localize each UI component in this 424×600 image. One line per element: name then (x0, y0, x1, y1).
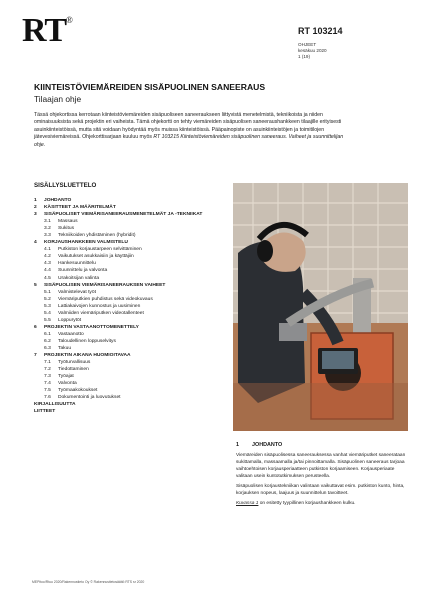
toc-item-number: 7.1 (44, 360, 51, 366)
toc-item[interactable] (34, 282, 234, 289)
page-subtitle: Tilaajan ohje (34, 94, 82, 104)
toc-item-number: 4 (34, 240, 37, 246)
toc-item-label: Työajat (58, 374, 74, 380)
toc-item-number: 5.1 (44, 289, 51, 295)
toc-item-label: Lattiakaivojen kunnostus ja uusiminen (58, 303, 141, 309)
toc-item[interactable] (34, 218, 234, 225)
toc-item-number: 3.2 (44, 226, 51, 232)
toc-item-number: 3.1 (44, 219, 51, 225)
toc-item-label: Takuu (58, 345, 72, 351)
toc-item[interactable] (34, 246, 234, 253)
section-1-number: 1 (236, 442, 239, 448)
document-code: RT 103214 (298, 26, 343, 36)
toc-item-number: 4.3 (44, 261, 51, 267)
toc-item[interactable] (34, 345, 234, 352)
toc-item-label: Työmaakokoukset (58, 388, 98, 394)
toc-item-number: 5.5 (44, 317, 51, 323)
toc-item-number: 2 (34, 205, 37, 211)
toc-item-number: 3 (34, 212, 37, 218)
toc-item[interactable] (34, 324, 234, 331)
toc-item-label: Hankesuunnittelu (58, 261, 96, 267)
toc-item[interactable] (34, 373, 234, 380)
toc-item-label: PROJEKTIN VASTAANOTTOMENETTELY (44, 324, 139, 330)
table-of-contents (34, 197, 234, 415)
toc-item[interactable] (34, 394, 234, 401)
toc-item-label: KORJAUSHANKKEEN VALMISTELU (44, 240, 128, 246)
intro-paragraph (34, 112, 354, 149)
toc-item[interactable] (34, 253, 234, 260)
toc-item[interactable] (34, 338, 234, 345)
toc-heading: SISÄLLYSLUETTELO (34, 182, 97, 189)
toc-item-number: 5 (34, 282, 37, 288)
toc-item-label: PROJEKTIN AIKANA HUOMIOITAVAA (44, 353, 131, 359)
intro-text: Tässä ohjekortissa kerrotaan kiinteistöviemäreiden sisäpuoliseen saneeraukseen liittyvistä menetelmistä, tekniikoista ja niiden ominaisuuksista sekä projektin eri vaiheista. Tämä ohjekortti on tehty viemäreiden sisäpuolisen saneeraushankkeen tilaajille erityisesti asuinkiinteistöissä, mutta sitä voidaan hyödyntää myös muissa kiinteistöissä. Pääpainopiste on asuinkiinteistöjen ja toimitilojen jätevesiviemäreissä. Ohjekorttisarjaan kuuluu myös (34, 112, 342, 141)
toc-item[interactable] (34, 260, 234, 267)
toc-item-label: Taloudellinen loppuselvitys (58, 338, 116, 344)
document-meta (298, 42, 327, 60)
toc-item-number: 5.2 (44, 296, 51, 302)
toc-item-number: 7 (34, 353, 37, 359)
toc-item-label: Suunnittelu ja valvonta (58, 268, 108, 274)
toc-item[interactable] (34, 387, 234, 394)
toc-item-number: 7.4 (44, 381, 51, 387)
toc-item-number: 1 (34, 198, 37, 203)
toc-item-label: KÄSITTEET JA MÄÄRITELMÄT (44, 205, 116, 211)
toc-item-number: 4.5 (44, 275, 51, 281)
toc-item-number: 4.4 (44, 268, 51, 274)
toc-item[interactable] (34, 401, 234, 408)
page-title: KIINTEISTÖVIEMÄREIDEN SISÄPUOLINEN SANEERAUS (34, 82, 266, 92)
toc-item[interactable] (34, 408, 234, 415)
toc-item-number: 6 (34, 324, 37, 330)
figure-reference-text: on esitetty tyypillinen korjaushankkeen kulku. (258, 500, 356, 506)
toc-item-label: KIRJALLISUUTTA (34, 402, 76, 408)
section-1-paragraph: Viemäreiden sisäpuolisessa saneerauksessa vanhat viemäriputket saneerataan sukittamalla, massaamalla ja/tai pinnoittamalla. Sisäpuolinen saneeraus tarjoaa vaihtoehtoisen korjausperiaatteen putkiston korjaamiseen. Korjausperiaate valitaan usein kuntotutkimuksen perusteella. (236, 453, 406, 479)
toc-item-number: 7.5 (44, 388, 51, 394)
page-footer: MEPitoo/Rtuu 2020/Rakennustieto Oy © Rakennustietosäätiö RTS sr 2020 (32, 580, 145, 584)
toc-item-number: 4.2 (44, 254, 51, 260)
toc-item-number: 5.4 (44, 310, 51, 316)
toc-item-label: Loppurytöt (58, 317, 82, 323)
toc-item[interactable] (34, 289, 234, 296)
toc-item[interactable] (34, 310, 234, 317)
toc-item[interactable] (34, 197, 234, 204)
toc-item-number: 5.3 (44, 303, 51, 309)
toc-item-number: 3.3 (44, 233, 51, 239)
toc-item[interactable] (34, 359, 234, 366)
toc-item-label: Valmistelevat työt (58, 289, 96, 295)
rt-logo: RT® (22, 12, 72, 49)
toc-item-label: Tiedottaminen (58, 367, 89, 373)
toc-item-number: 7.3 (44, 374, 51, 380)
section-1-title: JOHDANTO (252, 442, 283, 448)
toc-item-number: 6.1 (44, 331, 51, 337)
section-1-paragraph (236, 501, 406, 508)
toc-item-label: Tekniikoiden yhdistäminen (hybridit) (58, 233, 136, 239)
intro-series-reference: RT 103215 Kiinteistöviemäreiden sisäpuolinen saneeraus. Vaiheet ja suunnittelijan ohje. (34, 134, 344, 148)
toc-item-number: 6.3 (44, 345, 51, 351)
meta-pages: 1 (19) (298, 54, 311, 59)
meta-date: kesäkuu 2020 (298, 48, 327, 53)
toc-item-label: JOHDANTO (44, 198, 72, 203)
toc-item-label: Sukitus (58, 226, 75, 232)
toc-item[interactable] (34, 303, 234, 310)
toc-item[interactable] (34, 352, 234, 359)
toc-item[interactable] (34, 239, 234, 246)
toc-item-label: Viemäriputkien puhdistus sekä videokuvaus (58, 296, 153, 302)
toc-item-label: LIITTEET (34, 409, 56, 415)
cover-photo (233, 183, 408, 431)
toc-item-label: Urakoitsijan valinta (58, 275, 100, 281)
toc-item[interactable] (34, 204, 234, 211)
toc-item[interactable] (34, 275, 234, 282)
toc-item[interactable] (34, 366, 234, 373)
meta-type: OHJEET (298, 42, 317, 47)
section-1-heading (236, 442, 282, 448)
toc-item[interactable] (34, 331, 234, 338)
toc-item[interactable] (34, 380, 234, 387)
toc-item-label: Dokumentointi ja luovutukset (58, 395, 121, 401)
toc-item-number: 4.1 (44, 247, 51, 253)
toc-item-label: Vastaanotto (58, 331, 84, 337)
toc-item-label: SISÄPUOLISEN VIEMÄRISANEERAUKSEN VAIHEET (44, 282, 166, 288)
toc-item-label: Valmiiden viemäriputken videotallenteet (58, 310, 144, 316)
toc-item[interactable] (34, 225, 234, 232)
toc-item-number: 7.6 (44, 395, 51, 401)
toc-item[interactable] (34, 296, 234, 303)
toc-item-label: Työturvallisuus (58, 360, 91, 366)
toc-item-label: Vaikutukset asukkaisiin ja käyttäjiin (58, 254, 134, 260)
figure-reference-link[interactable]: Kuvassa 1 (236, 500, 259, 506)
toc-item[interactable] (34, 232, 234, 239)
toc-item-number: 7.2 (44, 367, 51, 373)
toc-item[interactable] (34, 211, 234, 218)
section-1-paragraph: Sisäpuolisen korjaustekniikan valintaan vaikuttavat esim. putkiston kunto, hinta, korjauksen nopeus, laajuus ja suunnittelun tavoitteet. (236, 483, 405, 496)
toc-item-label: Valvonta (58, 381, 77, 387)
toc-item-label: Massaus (58, 219, 78, 225)
toc-item-label: SISÄPUOLISET VIEMÄRISANEERAUSMENETELMÄT JA -TEKNIIKAT (44, 212, 203, 218)
toc-item-label: Putkiston korjaustarpeen selvittäminen (58, 247, 142, 253)
toc-item-number: 6.2 (44, 338, 51, 344)
toc-item[interactable] (34, 267, 234, 274)
toc-item[interactable] (34, 317, 234, 324)
section-1-body (236, 453, 406, 511)
